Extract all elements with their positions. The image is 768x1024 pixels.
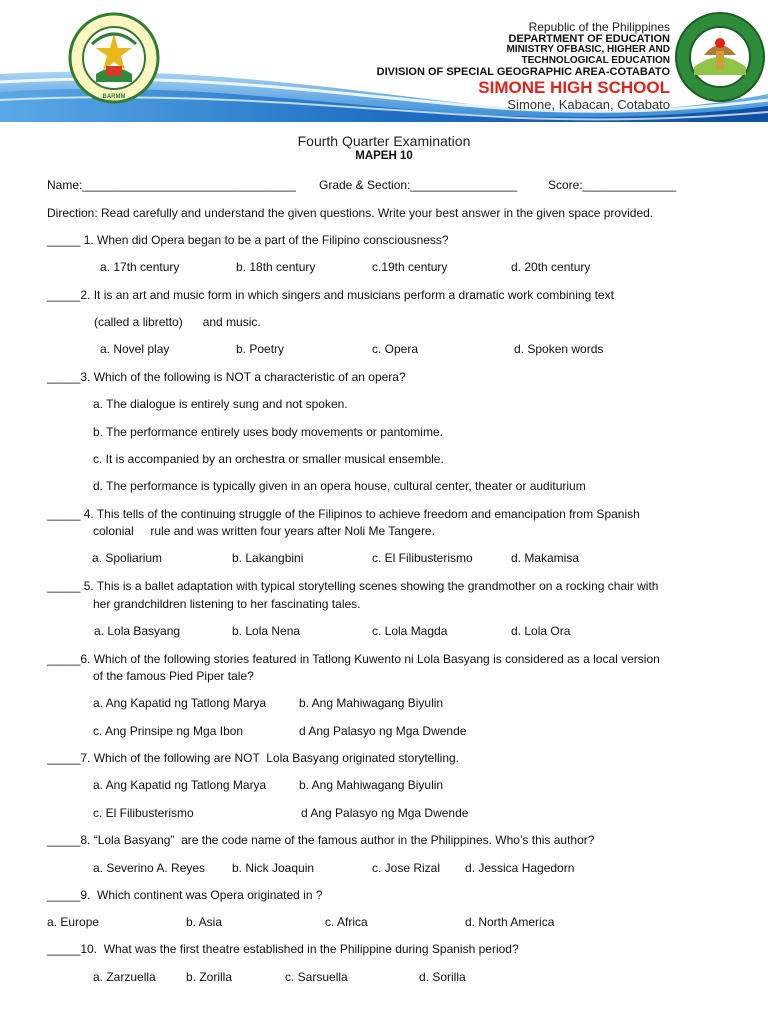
q7-choice-b: b. Ang Mahiwagang Biyulin [299, 778, 444, 792]
q1-choice-b: b. 18th century [236, 260, 316, 274]
q5-choice-b: b. Lola Nena [232, 624, 301, 638]
q1-choice-a: a. 17th century [100, 260, 180, 274]
q10-choice-b: b. Zorilla [186, 970, 233, 984]
q2-choice-c: c. Opera [372, 342, 419, 356]
q9-choice-a: a. Europe [47, 915, 100, 929]
q6-choice-d: d Ang Palasyo ng Mga Dwende [299, 724, 467, 738]
q10-choice-d: d. Sorilla [419, 970, 466, 984]
question-5-stem-cont: her grandchildren listening to her fascinating tales. [93, 597, 361, 611]
q2-choice-a: a. Novel play [100, 342, 170, 356]
q3-choice-d: d. The performance is typically given in an opera house, cultural center, theater or auditurium [93, 479, 586, 493]
question-7-stem: _____7. Which of the following are NOT Lola Basyang originated storytelling. [47, 751, 460, 765]
exam-title: Fourth Quarter Examination [297, 133, 471, 149]
grade-section-field[interactable]: Grade & Section:________________ [319, 178, 518, 192]
svg-text:BARMM: BARMM [102, 94, 126, 100]
department-label: DEPARTMENT OF EDUCATION [508, 33, 670, 45]
exam-subject: MAPEH 10 [355, 150, 413, 162]
q4-choice-b: b. Lakangbini [232, 551, 304, 565]
question-1-stem: _____ 1. When did Opera began to be a part of the Filipino consciousness? [47, 233, 449, 247]
question-6-stem: _____6. Which of the following stories featured in Tatlong Kuwento ni Lola Basyang is considered as a local version [47, 652, 660, 666]
question-2-stem-cont: (called a libretto) and music. [94, 315, 261, 329]
q9-choice-c: c. Africa [325, 915, 368, 929]
direction-text: Direction: Read carefully and understand the given questions. Write your best answer in the given space provided. [47, 206, 654, 220]
republic-label: Republic of the Philippines [528, 20, 670, 34]
q9-choice-d: d. North America [465, 915, 555, 929]
q5-choice-d: d. Lola Ora [511, 624, 571, 638]
name-field[interactable]: Name:________________________________ [47, 178, 296, 192]
ministry-label-1: MINISTRY OFBASIC, HIGHER AND [506, 44, 670, 55]
question-10-stem: _____10. What was the first theatre established in the Philippine during Spanish period? [47, 942, 519, 956]
question-4-stem-cont: colonial rule and was written four years after Noli Me Tangere. [93, 524, 435, 538]
school-address: Simone, Kabacan, Cotabato [507, 97, 670, 112]
question-4-stem: _____ 4. This tells of the continuing struggle of the Filipinos to achieve freedom and emancipation from Spanish [47, 507, 640, 521]
q1-choice-d: d. 20th century [511, 260, 591, 274]
score-field[interactable]: Score:______________ [548, 178, 677, 192]
barmm-ministry-seal-icon [68, 12, 160, 104]
question-2-stem: _____2. It is an art and music form in which singers and musicians perform a dramatic work combining text [47, 288, 614, 302]
q3-choice-c: c. It is accompanied by an orchestra or smaller musical ensemble. [93, 452, 444, 466]
q8-choice-d: d. Jessica Hagedorn [465, 861, 575, 875]
question-6-stem-cont: of the famous Pied Piper tale? [93, 669, 254, 683]
question-5-stem: _____ 5. This is a ballet adaptation with typical storytelling scenes showing the grandmother on a rocking chair with [47, 579, 659, 593]
q6-choice-c: c. Ang Prinsipe ng Mga Ibon [93, 724, 244, 738]
q4-choice-c: c. El Filibusterismo [372, 551, 473, 565]
simone-high-school-seal-icon [674, 11, 766, 103]
q6-choice-b: b. Ang Mahiwagang Biyulin [299, 696, 444, 710]
q7-choice-a: a. Ang Kapatid ng Tatlong Marya [93, 778, 267, 792]
q10-choice-c: c. Sarsuella [285, 970, 348, 984]
q5-choice-c: c. Lola Magda [372, 624, 448, 638]
q8-choice-b: b. Nick Joaquin [232, 861, 315, 875]
school-name: SIMONE HIGH SCHOOL [478, 78, 670, 97]
q8-choice-a: a. Severino A. Reyes [93, 861, 206, 875]
q8-choice-c: c. Jose Rizal [372, 861, 441, 875]
q1-choice-c: c.19th century [372, 260, 448, 274]
question-8-stem: _____8. “Lola Basyang” are the code name of the famous author in the Philippines. Who’s this author? [47, 833, 595, 847]
ministry-label-2: TECHNOLOGICAL EDUCATION [521, 55, 670, 66]
q6-choice-a: a. Ang Kapatid ng Tatlong Marya [93, 696, 267, 710]
question-3-stem: _____3. Which of the following is NOT a characteristic of an opera? [47, 370, 406, 384]
q3-choice-a: a. The dialogue is entirely sung and not spoken. [93, 397, 348, 411]
question-9-stem: _____9. Which continent was Opera originated in ? [47, 888, 323, 902]
division-label: DIVISION OF SPECIAL GEOGRAPHIC AREA-COTABATO [376, 66, 670, 78]
letterhead [0, 0, 768, 122]
q4-choice-a: a. Spoliarium [92, 551, 163, 565]
q9-choice-b: b. Asia [186, 915, 223, 929]
q3-choice-b: b. The performance entirely uses body movements or pantomime. [93, 425, 443, 439]
q7-choice-c: c. El Filibusterismo [93, 806, 194, 820]
q5-choice-a: a. Lola Basyang [94, 624, 181, 638]
q2-choice-b: b. Poetry [236, 342, 285, 356]
q7-choice-d: d Ang Palasyo ng Mga Dwende [301, 806, 469, 820]
q10-choice-a: a. Zarzuella [93, 970, 156, 984]
q2-choice-d: d. Spoken words [514, 342, 604, 356]
q4-choice-d: d. Makamisa [511, 551, 580, 565]
